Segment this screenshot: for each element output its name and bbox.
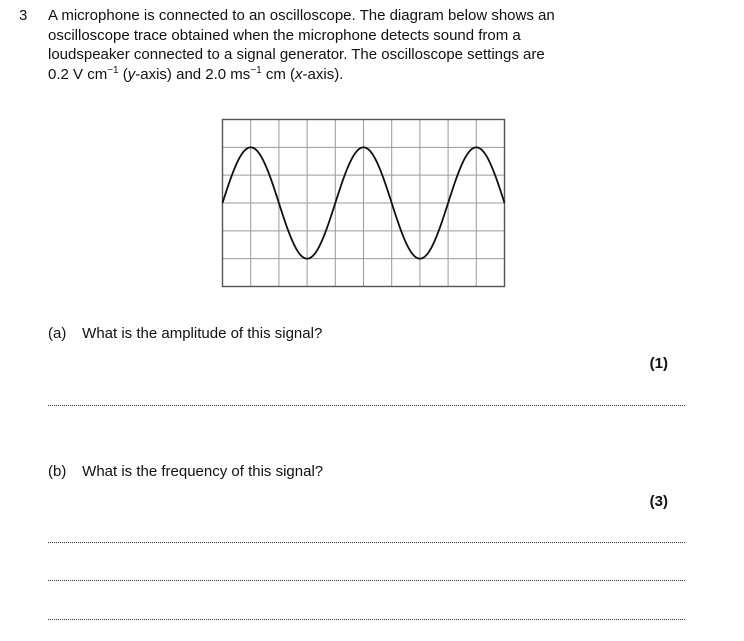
answer-line[interactable] [48, 619, 685, 620]
oscilloscope-grid [223, 120, 505, 287]
part-b-marks: (3) [649, 493, 668, 510]
x-axis-symbol: x [295, 65, 303, 83]
y-setting-exponent: −1 [107, 64, 119, 76]
part-a-question [48, 324, 322, 343]
part-b-question [48, 462, 323, 481]
y-axis-symbol: y [127, 65, 136, 83]
x-axis-suffix: -axis). [302, 65, 344, 83]
oscilloscope-screen [221, 118, 506, 288]
question-stem [48, 6, 648, 84]
oscilloscope-trace-diagram [221, 118, 506, 288]
x-setting-unit: cm ( [261, 65, 296, 83]
answer-line[interactable] [48, 405, 685, 406]
part-a-marks: (1) [649, 355, 668, 372]
stem-line: loudspeaker connected to a signal generator. The oscilloscope settings are [48, 46, 545, 63]
answer-line[interactable] [48, 542, 685, 543]
x-setting-exponent: −1 [250, 64, 262, 76]
y-setting-value: 0.2 V cm [48, 65, 108, 83]
y-axis-suffix: -axis) and 2.0 ms [135, 65, 251, 83]
answer-line[interactable] [48, 580, 685, 581]
question-number: 3 [19, 7, 28, 24]
part-a-label: (a) [48, 325, 67, 342]
stem-line: A microphone is connected to an oscilloscope. The diagram below shows an [48, 7, 555, 24]
part-a-text: What is the amplitude of this signal? [82, 325, 323, 342]
part-b-label: (b) [48, 463, 67, 480]
part-b-text: What is the frequency of this signal? [82, 463, 324, 480]
stem-line: oscilloscope trace obtained when the microphone detects sound from a [48, 26, 521, 44]
oscilloscope-settings-line: 0.2 V $cm^{-1}$ (y-axis) and 2.0 $ms^{-1}$ cm (x-axis). [48, 64, 344, 83]
